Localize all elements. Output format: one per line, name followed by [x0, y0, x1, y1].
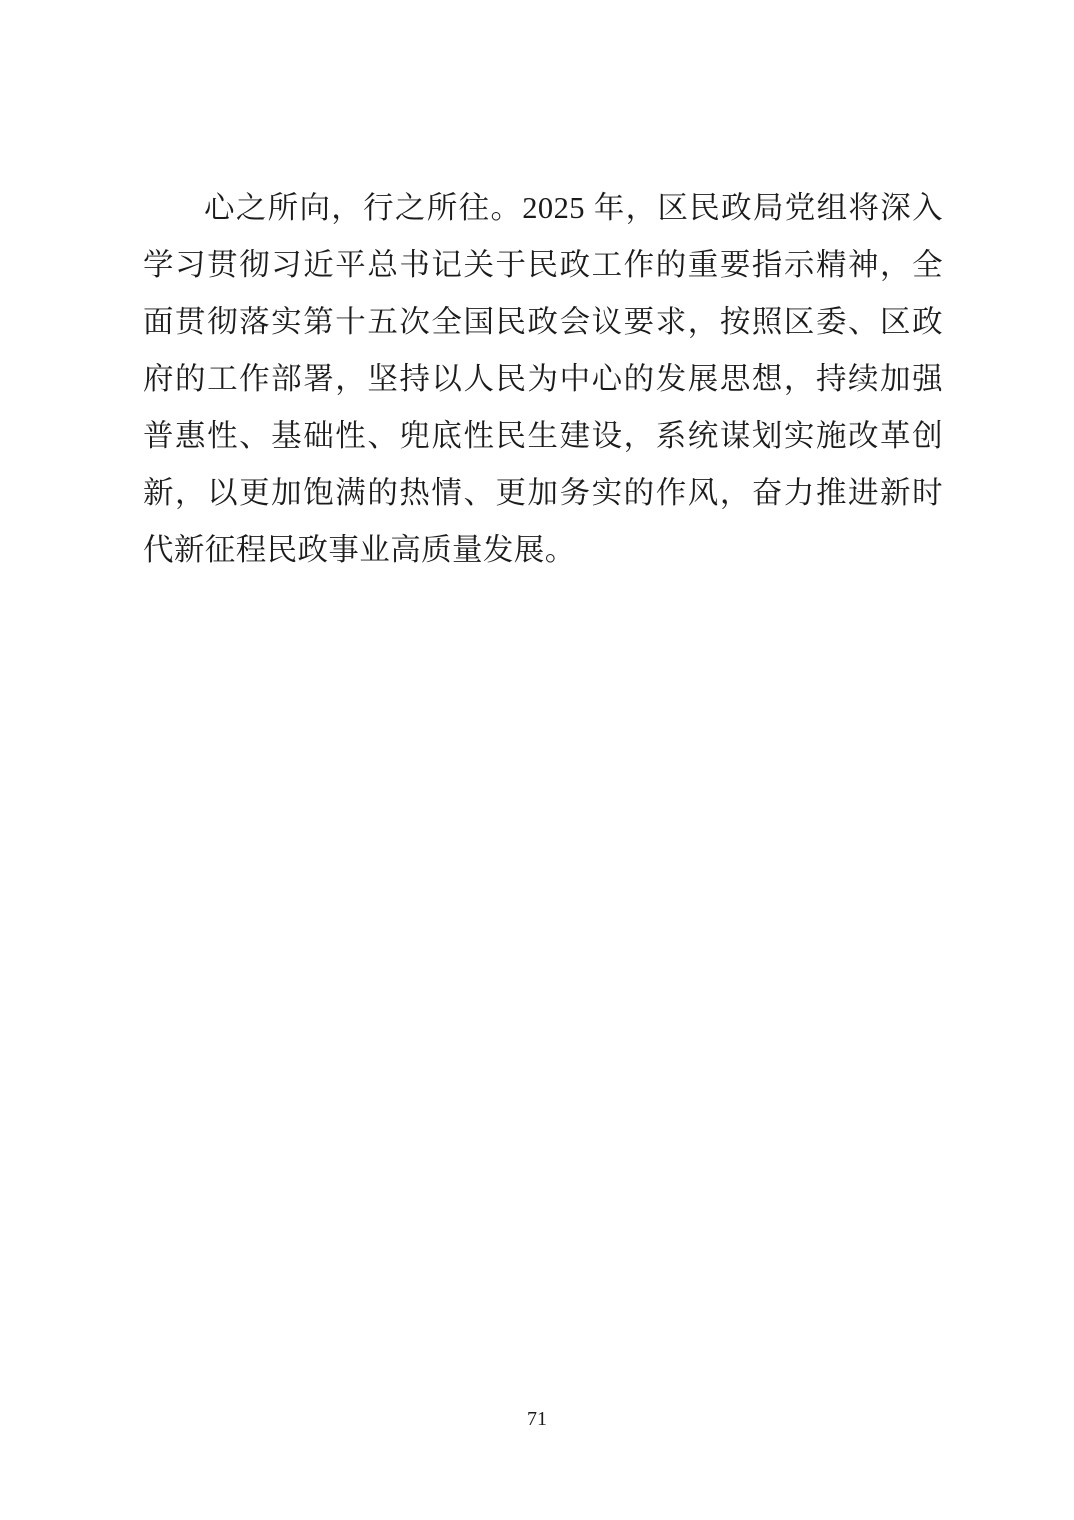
page-number: 71	[527, 1408, 547, 1430]
paragraph-closing-statement: 心之所向，行之所往。2025 年，区民政局党组将深入学习贯彻习近平总书记关于民政工作的重要指示精神，全面贯彻落实第十五次全国民政会议要求，按照区委、区政府的工作部署，坚持以人民为中心的发展思想，持续加强普惠性、基础性、兜底性民生建设，系统谋划实施改革创新，以更加饱满的热情、更加务实的作风，奋力推进新时代新征程民政事业高质量发展。	[143, 191, 943, 567]
document-body	[143, 180, 943, 579]
